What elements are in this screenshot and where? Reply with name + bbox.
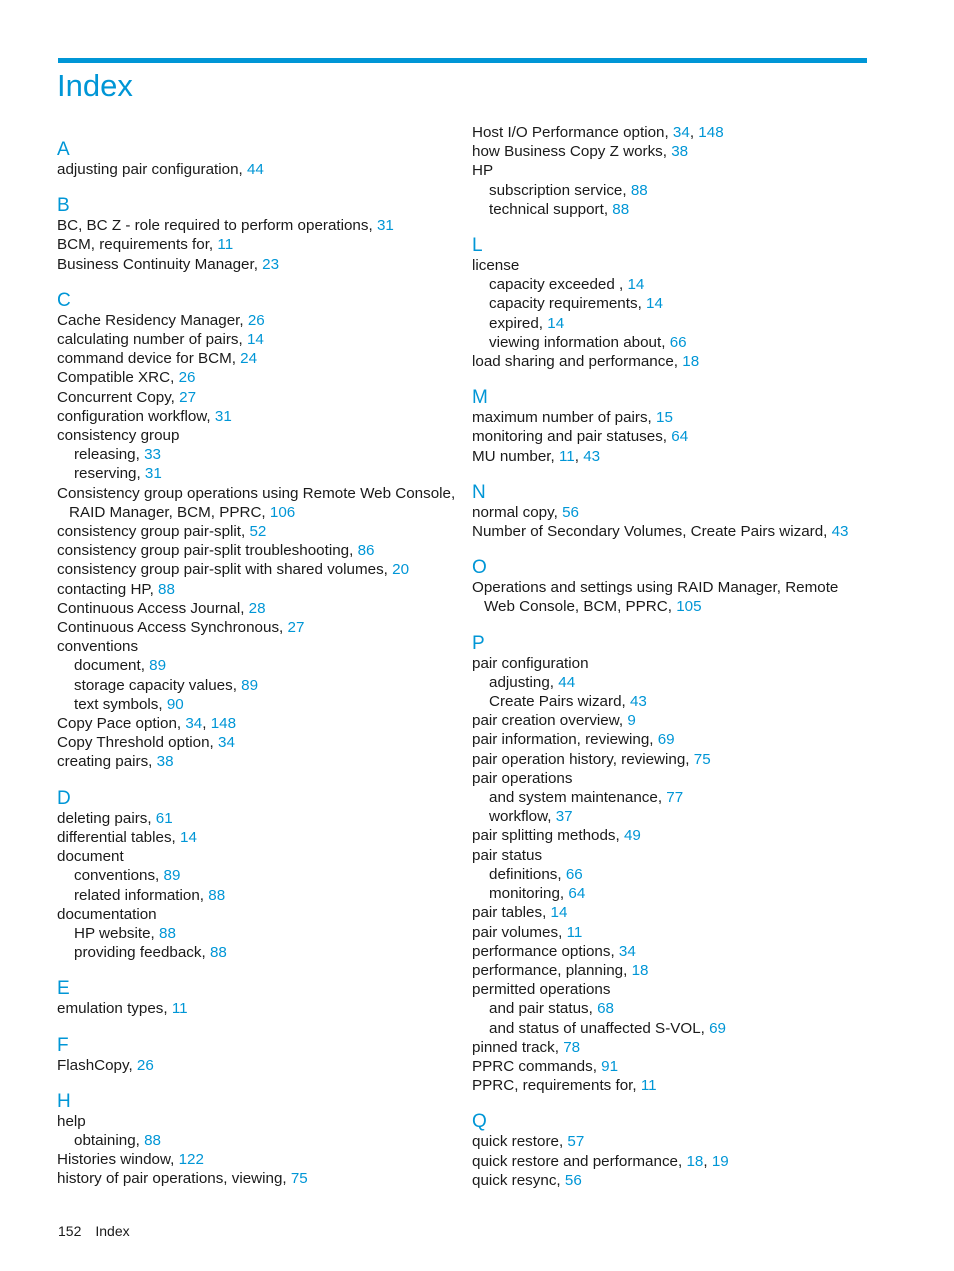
entry-term: pair tables, — [472, 904, 547, 922]
index-section — [57, 978, 457, 1018]
page-link[interactable]: 14 — [627, 276, 645, 294]
entry-term: pair operations — [472, 769, 573, 787]
entry-term: quick restore, — [472, 1133, 564, 1151]
entry-term: permitted operations — [472, 981, 611, 999]
page-title: Index — [57, 68, 133, 103]
index-entry — [472, 769, 872, 788]
index-subentry — [57, 866, 457, 885]
page-link[interactable]: 89 — [163, 867, 181, 885]
page-link[interactable]: 148 — [698, 124, 724, 141]
entry-term: HP website, — [74, 924, 155, 942]
index-entry — [472, 942, 872, 961]
page-link[interactable]: 106 — [269, 503, 296, 521]
page-link[interactable]: 66 — [565, 865, 583, 883]
page-link[interactable]: 77 — [666, 789, 684, 807]
entry-term: quick restore and performance, — [472, 1152, 683, 1170]
page-link[interactable]: 75 — [290, 1170, 308, 1188]
entry-term: Compatible XRC, — [57, 369, 175, 387]
entry-term: obtaining, — [74, 1131, 140, 1149]
index-entry — [472, 750, 872, 769]
footer-page-number: 152 — [58, 1223, 82, 1239]
index-entry — [57, 560, 457, 579]
page-link[interactable]: 31 — [214, 407, 232, 425]
entry-term: BCM, requirements for, — [57, 236, 214, 254]
section-letter: A — [57, 139, 70, 160]
entry-term: Continuous Access Synchronous, — [57, 619, 284, 637]
page-link[interactable]: 18 — [631, 961, 649, 979]
index-subentry — [472, 333, 872, 352]
index-entry — [57, 599, 457, 618]
index-entry — [57, 999, 457, 1018]
page-link[interactable]: 69 — [657, 731, 675, 749]
entry-term: quick resync, — [472, 1171, 561, 1189]
entry-term: Consistency group operations using Remote Web Console, RAID Manager, BCM, PPRC, — [57, 484, 456, 521]
index-entry — [472, 578, 872, 616]
index-entry — [472, 447, 872, 466]
index-entry — [472, 846, 872, 865]
entry-term: differential tables, — [57, 828, 176, 846]
index-entry — [472, 427, 872, 446]
page-link[interactable]: 14 — [550, 904, 568, 922]
index-entry — [57, 733, 457, 752]
index-entry — [57, 426, 457, 445]
index-entry — [472, 1152, 872, 1171]
section-letter: M — [472, 387, 488, 409]
page-link[interactable]: 31 — [144, 465, 162, 483]
page-footer — [58, 1223, 130, 1239]
entry-term: pair splitting methods, — [472, 827, 620, 845]
entry-term: capacity exceeded , — [489, 276, 624, 294]
entry-term: license — [472, 257, 520, 275]
page-link[interactable]: 86 — [357, 542, 375, 560]
entry-term: emulation types, — [57, 1000, 168, 1018]
header-rule — [58, 58, 867, 63]
page-link[interactable]: 90 — [166, 695, 184, 713]
page-link[interactable]: 88 — [208, 886, 226, 904]
page-link[interactable]: 28 — [248, 599, 266, 617]
entry-term: how Business Copy Z works, — [472, 143, 667, 161]
entry-term: releasing, — [74, 446, 140, 464]
index-entry — [57, 828, 457, 847]
entry-term: monitoring, — [489, 885, 565, 903]
index-entry — [57, 522, 457, 541]
entry-term: monitoring and pair statuses, — [472, 428, 668, 446]
index-subentry — [472, 788, 872, 807]
page-link[interactable]: 89 — [149, 657, 167, 675]
entry-term: technical support, — [489, 200, 609, 218]
entry-term: performance options, — [472, 942, 615, 960]
footer-section: Index — [95, 1223, 130, 1239]
page-link[interactable]: 75 — [693, 750, 711, 768]
index-subentry — [472, 1019, 872, 1038]
page-link[interactable]: 15 — [656, 409, 673, 427]
page-link[interactable]: 34 — [185, 715, 203, 733]
entry-term: pair information, reviewing, — [472, 731, 654, 749]
entry-term: Business Continuity Manager, — [57, 255, 258, 273]
page-link[interactable]: 88 — [612, 200, 630, 218]
index-subentry — [57, 924, 457, 943]
page-link[interactable]: 34 — [672, 124, 690, 141]
page-link[interactable]: 33 — [144, 446, 161, 464]
entry-term: PPRC, requirements for, — [472, 1077, 637, 1095]
entry-term: PPRC commands, — [472, 1057, 597, 1075]
entry-term: documentation — [57, 905, 157, 923]
index-section — [472, 633, 872, 1096]
index-subentry — [472, 673, 872, 692]
index-section — [472, 1111, 872, 1190]
page-link[interactable]: 56 — [562, 503, 579, 521]
index-entry — [472, 980, 872, 999]
page-link[interactable]: 14 — [246, 331, 264, 349]
index-entry — [472, 1038, 872, 1057]
index-entry — [57, 349, 457, 368]
page-separator: , — [689, 124, 695, 141]
section-letter: D — [57, 787, 71, 809]
index-entry — [57, 484, 457, 522]
page-link[interactable]: 20 — [392, 561, 410, 579]
page-link[interactable]: 88 — [144, 1131, 162, 1149]
index-subentry — [57, 445, 457, 464]
entry-term: related information, — [74, 886, 205, 904]
entry-term: normal copy, — [472, 503, 558, 521]
page-link[interactable]: 44 — [558, 673, 576, 691]
page-link[interactable]: 38 — [671, 143, 689, 161]
entry-term: load sharing and performance, — [472, 353, 679, 371]
page-link[interactable]: 11 — [558, 447, 575, 465]
entry-term: contacting HP, — [57, 580, 154, 598]
page-link[interactable]: 43 — [831, 523, 849, 541]
section-letter: F — [57, 1034, 69, 1056]
index-entry — [472, 1057, 872, 1076]
index-subentry — [472, 692, 872, 711]
entry-term: MU number, — [472, 447, 555, 465]
index-entry — [57, 160, 457, 179]
index-subentry — [472, 275, 872, 294]
index-subentry — [472, 200, 872, 219]
page-link[interactable]: 69 — [709, 1019, 726, 1037]
index-entry — [472, 408, 872, 427]
entry-term: history of pair operations, viewing, — [57, 1170, 287, 1188]
entry-term: and pair status, — [489, 1000, 593, 1018]
entry-term: document — [57, 848, 124, 866]
entry-term: HP — [472, 162, 494, 180]
index-subentry — [57, 695, 457, 714]
page-link[interactable]: 11 — [171, 1000, 188, 1018]
entry-term: FlashCopy, — [57, 1056, 133, 1074]
index-entry — [472, 1132, 872, 1151]
index-entry — [57, 580, 457, 599]
index-column-left — [57, 139, 457, 1189]
section-letter: L — [472, 235, 483, 257]
entry-term: document, — [74, 657, 145, 675]
page-link[interactable]: 34 — [618, 942, 636, 960]
index-entry — [57, 618, 457, 637]
section-letter: N — [472, 481, 486, 503]
entry-term: Cache Residency Manager, — [57, 311, 244, 329]
page-link[interactable]: 27 — [287, 619, 305, 637]
page-separator: , — [202, 715, 207, 733]
index-entry — [472, 961, 872, 980]
entry-term: pinned track, — [472, 1038, 559, 1056]
page-link[interactable]: 26 — [136, 1056, 154, 1074]
entry-term: capacity requirements, — [489, 295, 642, 313]
index-entry — [472, 654, 872, 673]
page-link[interactable]: 88 — [159, 924, 176, 942]
entry-term: help — [57, 1112, 86, 1130]
page-link[interactable]: 49 — [623, 827, 641, 845]
entry-term: providing feedback, — [74, 944, 206, 962]
index-subentry — [472, 999, 872, 1018]
page-separator: , — [574, 447, 579, 465]
index-entry — [57, 388, 457, 407]
index-subentry — [472, 884, 872, 903]
entry-term: adjusting, — [489, 673, 555, 691]
index-section — [472, 235, 872, 371]
page-link[interactable]: 18 — [686, 1152, 704, 1170]
index-entry — [57, 1150, 457, 1169]
index-entry — [57, 1169, 457, 1188]
entry-term: expired, — [489, 314, 544, 332]
entry-term: creating pairs, — [57, 753, 153, 771]
entry-term: consistency group pair-split, — [57, 523, 246, 541]
index-entry — [472, 522, 872, 541]
index-section — [472, 123, 872, 219]
page-link[interactable]: 19 — [711, 1152, 729, 1170]
entry-term: definitions, — [489, 865, 562, 883]
entry-term: calculating number of pairs, — [57, 331, 243, 349]
page-link[interactable]: 64 — [671, 428, 689, 446]
index-entry — [472, 503, 872, 522]
index-entry — [472, 256, 872, 275]
page-link[interactable]: 27 — [179, 388, 197, 406]
index-section — [472, 557, 872, 616]
page-link[interactable]: 91 — [601, 1057, 619, 1075]
entry-term: pair status — [472, 846, 543, 864]
index-entry — [57, 847, 457, 866]
page-link[interactable]: 43 — [629, 693, 647, 711]
section-letter: P — [472, 632, 485, 654]
entry-term: configuration workflow, — [57, 407, 211, 425]
entry-term: Concurrent Copy, — [57, 388, 175, 406]
page-link[interactable]: 52 — [249, 523, 267, 541]
page-link[interactable]: 64 — [568, 885, 586, 903]
index-entry — [472, 826, 872, 845]
entry-term: BC, BC Z - role required to perform operations, — [57, 217, 373, 235]
entry-term: Host I/O Performance option, — [472, 124, 669, 141]
index-section — [57, 290, 457, 772]
index-section — [472, 482, 872, 541]
section-letter: O — [472, 557, 487, 579]
index-entry — [57, 1056, 457, 1075]
entry-term: command device for BCM, — [57, 350, 236, 368]
index-entry — [472, 1076, 872, 1095]
section-letter: C — [57, 289, 71, 311]
page-link[interactable]: 11 — [217, 236, 234, 254]
index-entry — [57, 368, 457, 387]
index-entry — [472, 1171, 872, 1190]
entry-term: text symbols, — [74, 695, 163, 713]
entry-term: reserving, — [74, 465, 141, 483]
page-link[interactable]: 11 — [640, 1077, 657, 1095]
entry-term: conventions — [57, 638, 139, 656]
page-link[interactable]: 11 — [566, 923, 583, 941]
index-subentry — [57, 886, 457, 905]
entry-term: consistency group — [57, 427, 180, 445]
entry-term: consistency group pair-split with shared volumes, — [57, 561, 388, 579]
index-entry — [472, 161, 872, 180]
index-entry — [57, 637, 457, 656]
index-subentry — [57, 1131, 457, 1150]
index-entry — [472, 123, 872, 142]
entry-term: Continuous Access Journal, — [57, 599, 245, 617]
index-subentry — [472, 294, 872, 313]
entry-term: Histories window, — [57, 1151, 175, 1169]
entry-term: Number of Secondary Volumes, Create Pairs wizard, — [472, 523, 828, 541]
page-link[interactable]: 14 — [547, 314, 565, 332]
index-entry — [472, 142, 872, 161]
index-subentry — [472, 807, 872, 826]
index-entry — [57, 541, 457, 560]
index-entry — [472, 730, 872, 749]
index-entry — [57, 407, 457, 426]
index-section — [57, 139, 457, 179]
page-link[interactable]: 24 — [240, 350, 258, 368]
page-link[interactable]: 88 — [630, 181, 648, 199]
page-link[interactable]: 44 — [246, 161, 264, 178]
section-letter: B — [57, 195, 70, 217]
entry-term: viewing information about, — [489, 333, 666, 351]
page-link[interactable]: 66 — [669, 333, 687, 351]
entry-term: and system maintenance, — [489, 789, 663, 807]
entry-term: maximum number of pairs, — [472, 409, 652, 427]
page-link[interactable]: 61 — [155, 809, 173, 827]
page-link[interactable]: 88 — [158, 580, 175, 598]
page-link[interactable]: 9 — [627, 712, 636, 730]
index-entry — [57, 714, 457, 733]
index-entry — [57, 752, 457, 771]
index-entry — [472, 711, 872, 730]
entry-term: Copy Threshold option, — [57, 734, 214, 752]
index-section — [57, 1035, 457, 1075]
entry-term: pair volumes, — [472, 923, 563, 941]
entry-term: storage capacity values, — [74, 676, 237, 694]
index-entry — [57, 255, 457, 274]
page-link[interactable]: 43 — [583, 447, 601, 465]
index-column-right — [472, 123, 872, 1190]
entry-term: pair configuration — [472, 654, 589, 672]
index-entry — [57, 809, 457, 828]
index-entry — [57, 235, 457, 254]
page-link[interactable]: 105 — [676, 598, 702, 616]
section-letter: H — [57, 1090, 71, 1112]
index-entry — [472, 903, 872, 922]
entry-term: pair operation history, reviewing, — [472, 750, 690, 768]
page-separator: , — [703, 1152, 708, 1170]
page-link[interactable]: 34 — [218, 734, 235, 752]
page-link[interactable]: 14 — [180, 828, 197, 846]
index-subentry — [57, 656, 457, 675]
index-entry — [57, 216, 457, 235]
page-link[interactable]: 68 — [597, 1000, 614, 1018]
entry-term: conventions, — [74, 867, 160, 885]
entry-term: Operations and settings using RAID Manager, Remote Web Console, BCM, PPRC, — [472, 579, 839, 616]
section-letter: E — [57, 978, 70, 1000]
index-entry — [472, 352, 872, 371]
entry-term: performance, planning, — [472, 961, 628, 979]
page-link[interactable]: 37 — [555, 808, 573, 826]
page-link[interactable]: 26 — [247, 311, 265, 329]
entry-term: consistency group pair-split troubleshooting, — [57, 542, 354, 560]
page-link[interactable]: 38 — [156, 753, 174, 771]
page-link[interactable]: 26 — [178, 369, 196, 387]
index-entry — [57, 330, 457, 349]
page-link[interactable]: 89 — [241, 676, 259, 694]
page-link[interactable]: 148 — [210, 715, 237, 733]
index-section — [57, 1091, 457, 1189]
entry-term: subscription service, — [489, 181, 627, 199]
entry-term: deleting pairs, — [57, 809, 152, 827]
page-link[interactable]: 57 — [567, 1133, 585, 1151]
index-subentry — [472, 314, 872, 333]
index-subentry — [57, 464, 457, 483]
page-link[interactable]: 23 — [262, 255, 280, 273]
page-link[interactable]: 18 — [682, 353, 700, 371]
entry-term: pair creation overview, — [472, 712, 624, 730]
index-subentry — [472, 181, 872, 200]
index-entry — [57, 1112, 457, 1131]
index-section — [472, 387, 872, 466]
index-subentry — [57, 676, 457, 695]
page-link[interactable]: 78 — [563, 1038, 581, 1056]
page-link[interactable]: 14 — [646, 295, 663, 313]
entry-term: adjusting pair configuration, — [57, 161, 243, 178]
page-link[interactable]: 56 — [564, 1171, 582, 1189]
index-subentry — [57, 943, 457, 962]
index-section — [57, 788, 457, 963]
page-link[interactable]: 31 — [376, 217, 394, 235]
index-entry — [57, 905, 457, 924]
index-entry — [57, 311, 457, 330]
index-entry — [472, 923, 872, 942]
index-subentry — [472, 865, 872, 884]
index-section — [57, 195, 457, 274]
entry-term: and status of unaffected S-VOL, — [489, 1019, 705, 1037]
entry-term: Copy Pace option, — [57, 715, 182, 733]
page-link[interactable]: 122 — [178, 1151, 204, 1169]
entry-term: workflow, — [489, 808, 552, 826]
page-link[interactable]: 88 — [209, 944, 227, 962]
entry-term: Create Pairs wizard, — [489, 693, 626, 711]
section-letter: Q — [472, 1111, 487, 1133]
